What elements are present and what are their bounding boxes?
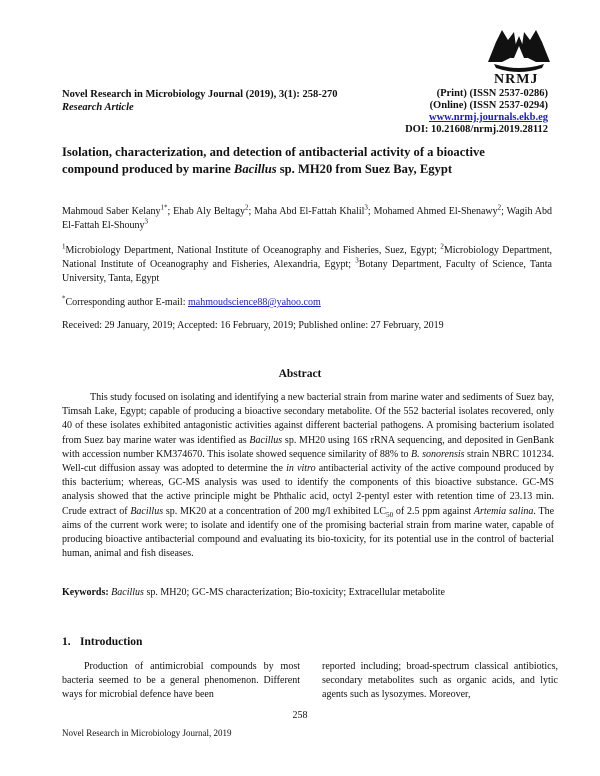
online-issn: (Online) (ISSN 2537-0294) bbox=[429, 100, 548, 111]
print-issn: (Print) (ISSN 2537-0286) bbox=[436, 88, 548, 99]
section-title: Introduction bbox=[80, 636, 143, 648]
corresponding-label: Corresponding author E-mail: bbox=[65, 297, 188, 308]
page-footer: Novel Research in Microbiology Journal, 2019 bbox=[62, 728, 232, 738]
author: Wagih Abd El-Fattah El-Shouny$^3$ bbox=[62, 206, 553, 231]
journal-website-link[interactable]: www.nrmj.journals.ekb.eg bbox=[428, 112, 548, 123]
author: Mahmoud Saber Kelany$^{1*}$; bbox=[62, 203, 174, 217]
title-genus: Bacillus bbox=[233, 162, 277, 176]
affiliations: $^1$Microbiology Department, National Institute of Oceanography and Fisheries, Suez, Egypt; $^2$Microbiology Department, National Institute of Oceanography and Fisheries, Alexandria, Egypt; $^3$Botany Department, Faculty of Science, Tanta University, Tanta, Egypt bbox=[62, 242, 552, 284]
title-part-2: sp. MH20 from Suez Bay, Egypt bbox=[276, 162, 453, 176]
corresponding-author: *Corresponding author E-mail: mahmoudscience88@yahoo.com bbox=[62, 294, 321, 308]
abstract-heading: Abstract bbox=[278, 368, 322, 380]
title-part-1: Isolation, characterization, and detection of antibacterial activity of a bioactive compound produced by marine bbox=[62, 145, 485, 176]
article-title bbox=[62, 144, 542, 178]
journal-citation: Novel Research in Microbiology Journal (2019), 3(1): 258-270 bbox=[62, 89, 338, 100]
header-right bbox=[405, 88, 548, 136]
affiliation: Microbiology Department, National Institute of Oceanography and Fisheries, Suez, Egypt; bbox=[65, 245, 441, 256]
doi: DOI: 10.21608/nrmj.2019.28112 bbox=[405, 124, 548, 135]
author-list bbox=[62, 205, 552, 233]
abstract-body: This study focused on isolating and identifying a new bacterial strain from marine water and sediments of Suez bay, Timsah Lake, Egypt; capable of producing a bioactive secondary metabolite. Of the 552 bacterial isolates recovered, only 40 of these isolates exhibited antagonistic activities against different bacterial pathogens. A promising bacterium isolated from Suez bay marine water was identified as Bacillus sp. MH20 using 16S rRNA sequencing, and deposited in GenBank with accession number KM374670. This isolate showed sequence similarity of 88% to B. sonorensis strain NBRC 101234. Well-cut diffusion assay was adopted to determine the in vitro antibacterial activity of the active compound produced by this bacterium; whereas, GC-MS analysis was used to identify the components of this bioactive substance. GC-MS analysis showed that the active principle might be Phthalic acid, octyl 2-pentyl ester with retention time of 23.13 min. Crude extract of Bacillus sp. MK20 at a concentration of 200 mg/l exhibited $LC_{50}$ of 2.5 ppm against Artemia salina. The aims of the current work were; to isolate and identify one of the promising bacterial strain from marine water, capable of producing bioactive antibacterial compound and evaluating its bio-toxicity, for its potential use in the control of bacterial human, animal and fish diseases. bbox=[62, 392, 555, 560]
journal-logo bbox=[480, 22, 558, 90]
intro-column-right: reported including; broad-spectrum classical antibiotics, secondary metabolites such as organic acids, and lytic agents such as lysozymes. Moreover, bbox=[322, 661, 558, 701]
publication-dates: Received: 29 January, 2019; Accepted: 16 February, 2019; Published online: 27 February, 2019 bbox=[62, 320, 444, 331]
logo-text: NRMJ bbox=[494, 72, 539, 87]
author: Ehab Aly Beltagy$^2$; bbox=[173, 203, 255, 217]
header-left bbox=[62, 88, 338, 114]
section-number: 1. bbox=[62, 636, 71, 648]
corresponding-email-link[interactable]: mahmoudscience88@yahoo.com bbox=[187, 297, 321, 308]
affiliation: Microbiology Department, National Institute of Oceanography and Fisheries, Alexandria, Egypt; bbox=[62, 245, 552, 270]
intro-column-left: Production of antimicrobial compounds by most bacteria seemed to be a general phenomenon. Different ways for microbial defence have been bbox=[62, 661, 300, 701]
author: Mohamed Ahmed El-Shenawy$^2$; bbox=[373, 203, 507, 217]
affiliation: Botany Department, Faculty of Science, Tanta University, Tanta, Egypt bbox=[62, 259, 552, 284]
author: Maha Abd El-Fattah Khalil$^3$; bbox=[254, 203, 374, 217]
article-type: Research Article bbox=[62, 102, 134, 113]
keywords: Keywords: Bacillus sp. MH20; GC-MS characterization; Bio-toxicity; Extracellular metabolite bbox=[62, 587, 445, 598]
keywords-label: Keywords: bbox=[62, 587, 109, 598]
section-heading-introduction bbox=[62, 636, 142, 648]
page-number: 258 bbox=[292, 710, 308, 721]
